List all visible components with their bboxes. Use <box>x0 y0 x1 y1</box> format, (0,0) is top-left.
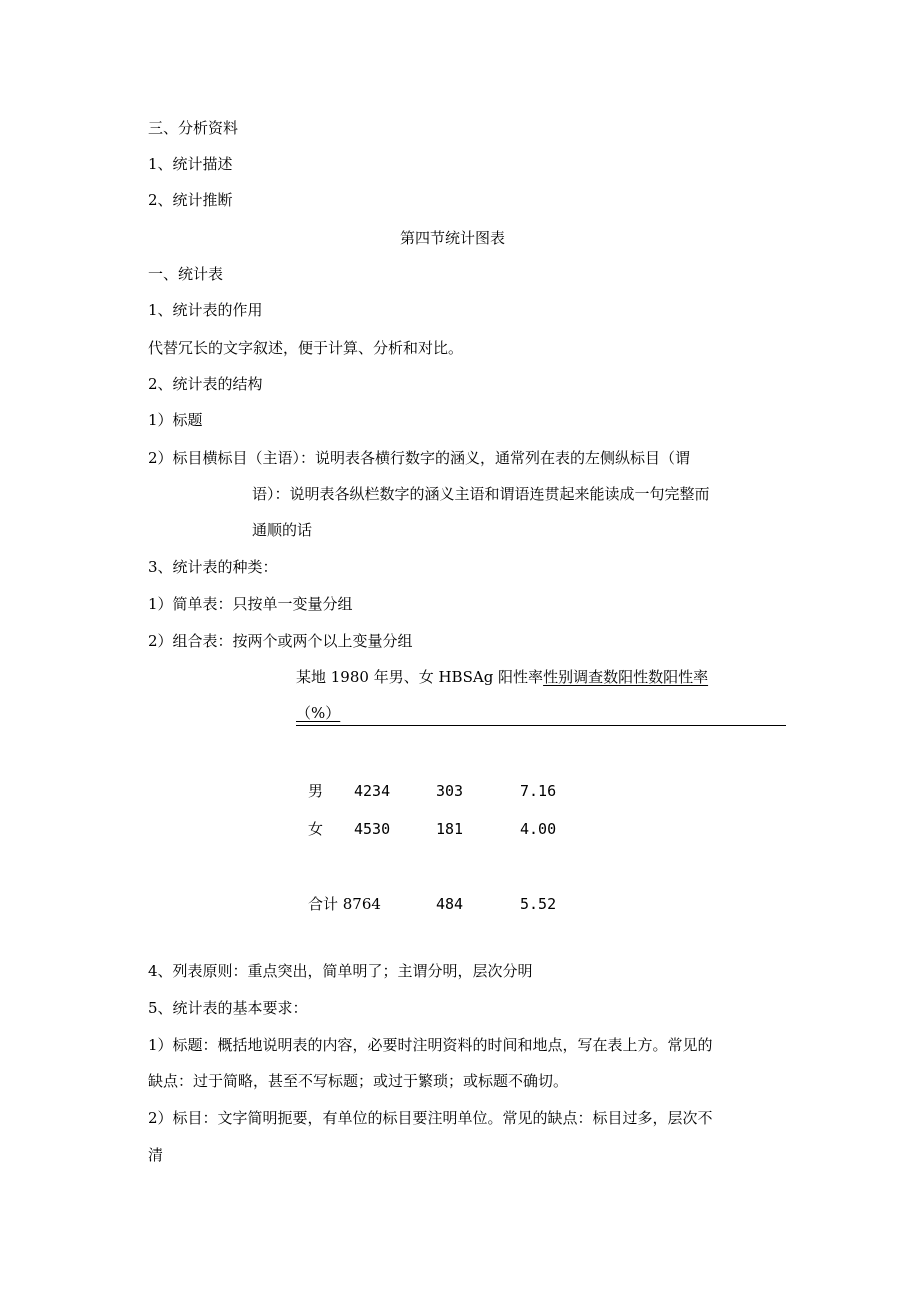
table-principles: 4、列表原则：重点突出，简单明了；主谓分明，层次分明 <box>148 962 533 980</box>
table-headers: 性别调查数阳性数阳性率 <box>543 668 709 686</box>
section-three: 三、分析资料 <box>148 119 239 137</box>
table-title-text: 某地 1980 年男、女 HBSAg 阳性率 <box>296 668 544 686</box>
total-rate: 5.52 <box>520 895 557 913</box>
row-rate: 4.00 <box>520 820 557 838</box>
structure-headings-line3: 通顺的话 <box>252 521 313 539</box>
table-title <box>296 667 708 687</box>
row-positive: 181 <box>436 820 464 838</box>
requirement-headings-line1: 2）标目：文字简明扼要，有单位的标目要注明单位。常见的缺点：标目过多，层次不 <box>148 1109 713 1127</box>
structure-headings-line2: 语）：说明表各纵栏数字的涵义主语和谓语连贯起来能读成一句完整而 <box>252 485 710 503</box>
section-heading: 第四节统计图表 <box>400 229 506 247</box>
total-label: 合计 8764 <box>308 895 381 913</box>
table-requirements: 5、统计表的基本要求： <box>148 999 308 1017</box>
row-label: 男 <box>308 782 324 800</box>
item-stat-inference: 2、统计推断 <box>148 191 233 209</box>
item-table-types: 3、统计表的种类： <box>148 558 278 576</box>
type-simple-table: 1）简单表：只按单一变量分组 <box>148 595 353 613</box>
row-positive: 303 <box>436 782 464 800</box>
requirement-title-line1: 1）标题：概括地说明表的内容，必要时注明资料的时间和地点，写在表上方。常见的 <box>148 1036 713 1054</box>
type-combined-table: 2）组合表：按两个或两个以上变量分组 <box>148 632 413 650</box>
row-surveyed: 4530 <box>354 820 391 838</box>
table-top-rule <box>296 725 786 726</box>
total-positive: 484 <box>436 895 464 913</box>
structure-headings-line1: 2）标目横标目（主语）：说明表各横行数字的涵义，通常列在表的左侧纵标目（谓 <box>148 449 691 467</box>
row-label: 女 <box>308 820 324 838</box>
row-rate: 7.16 <box>520 782 557 800</box>
requirement-headings-line2: 清 <box>148 1146 164 1164</box>
subsection-stat-table: 一、统计表 <box>148 265 224 283</box>
structure-title: 1）标题 <box>148 411 203 429</box>
purpose-text: 代替冗长的文字叙述，便于计算、分析和对比。 <box>148 339 464 357</box>
requirement-title-line2: 缺点：过于简略，甚至不写标题；或过于繁琐；或标题不确切。 <box>148 1072 569 1090</box>
item-table-structure: 2、统计表的结构 <box>148 375 263 393</box>
table-unit: （%） <box>296 704 341 722</box>
row-surveyed: 4234 <box>354 782 391 800</box>
item-table-purpose: 1、统计表的作用 <box>148 301 263 319</box>
item-stat-description: 1、统计描述 <box>148 155 233 173</box>
